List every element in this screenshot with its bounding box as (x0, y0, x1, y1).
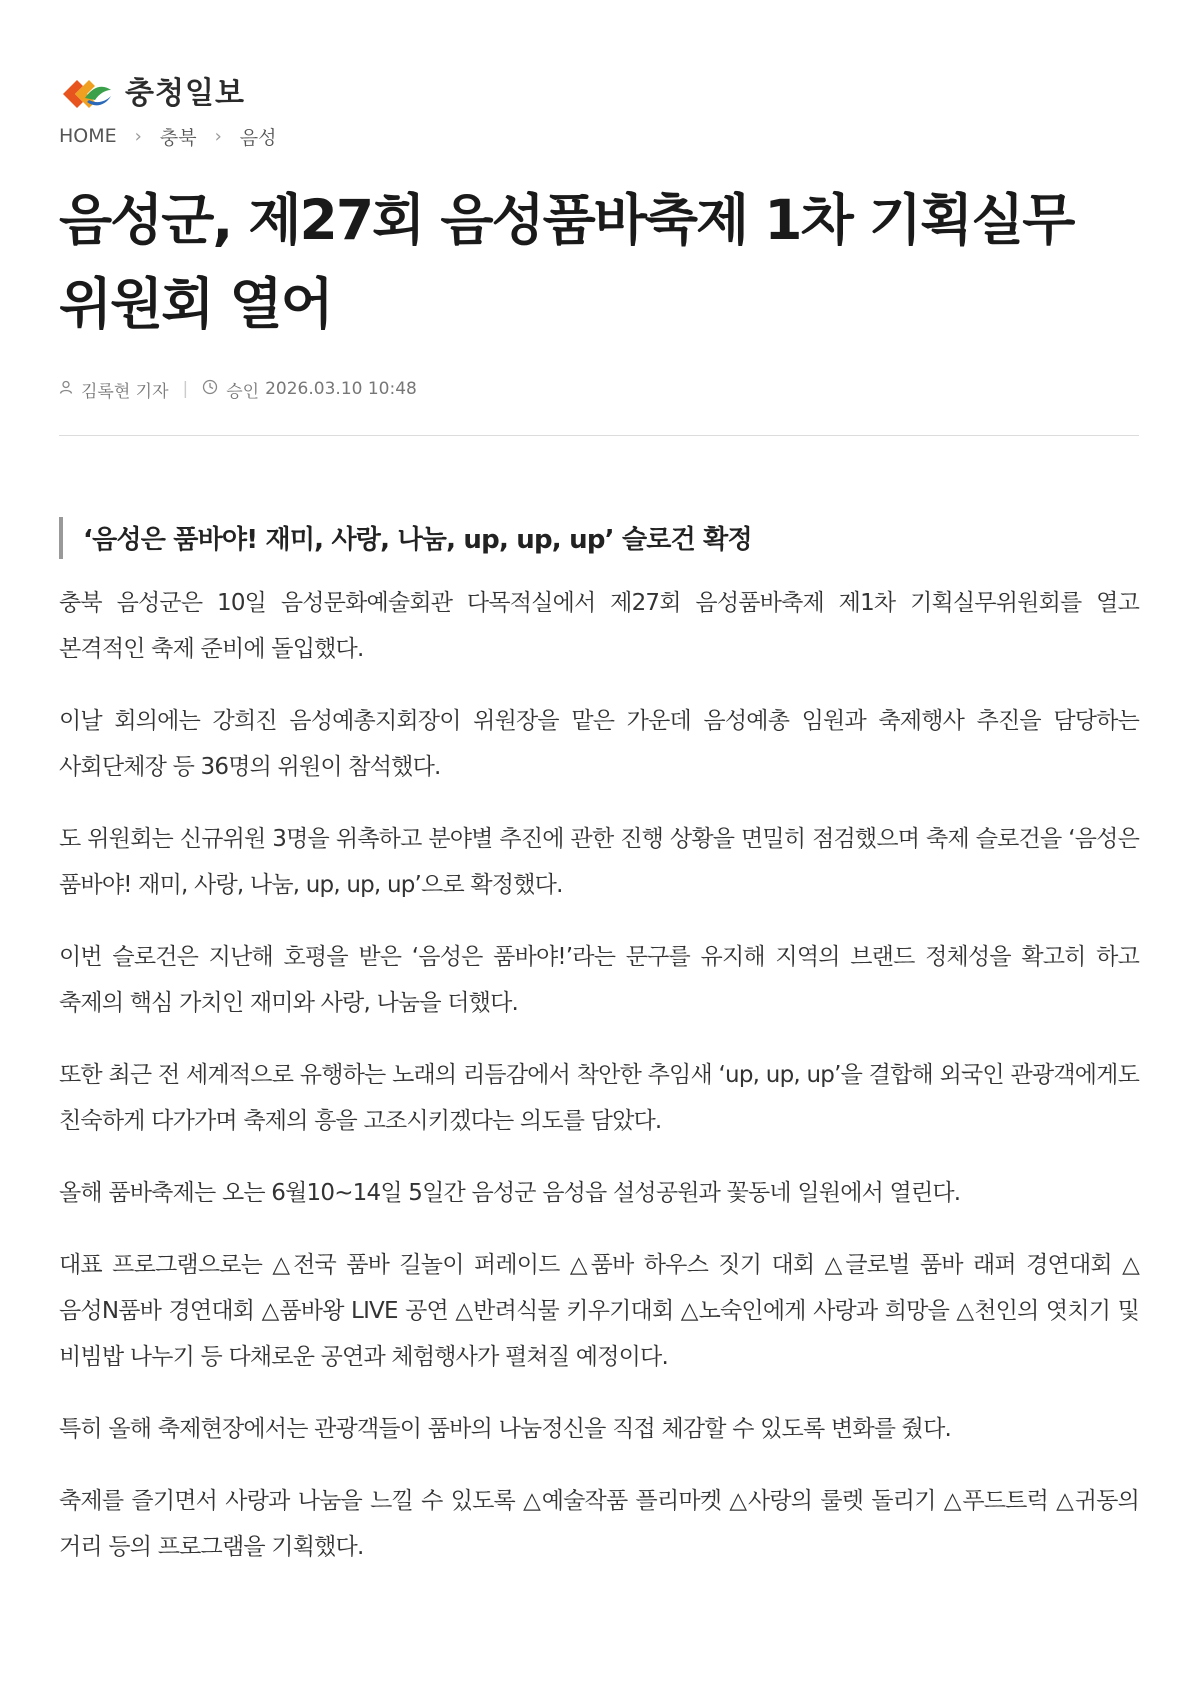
chevron-right-icon: › (214, 125, 222, 147)
breadcrumb-subsection[interactable]: 음성 (239, 126, 277, 149)
site-name: 충청일보 (125, 76, 245, 111)
chungcheong-logo-icon (59, 76, 113, 112)
person-icon (59, 379, 81, 399)
header-divider (59, 435, 1139, 436)
chevron-right-icon: › (134, 125, 142, 147)
article-paragraph: 축제를 즐기면서 사랑과 나눔을 느낄 수 있도록 △예술작품 플리마켓 △사랑의 룰렛 돌리기 △푸드트럭 △귀동의 거리 등의 프로그램을 기획했다. (59, 1488, 1139, 1560)
approved-label: 승인 (226, 381, 260, 402)
meta-divider: | (182, 379, 189, 399)
article-paragraph: 특히 올해 축제현장에서는 관광객들이 품바의 나눔정신을 직접 체감할 수 있도록 변화를 줬다. (59, 1416, 952, 1442)
approved-date: 2026.03.10 10:48 (265, 379, 417, 399)
article-paragraph: 도 위원회는 신규위원 3명을 위촉하고 분야별 추진에 관한 진행 상황을 면밀히 점검했으며 축제 슬로건을 ‘음성은 품바야! 재미, 사랑, 나눔, up, up, up’으로 확정했다. (59, 826, 1139, 898)
article-paragraph: 충북 음성군은 10일 음성문화예술회관 다목적실에서 제27회 음성품바축제 제1차 기획실무위원회를 열고 본격적인 축제 준비에 돌입했다. (59, 590, 1139, 662)
article-paragraph: 또한 최근 전 세계적으로 유행하는 노래의 리듬감에서 착안한 추임새 ‘up, up, up’을 결합해 외국인 관광객에게도 친숙하게 다가가며 축제의 흥을 고조시키겠다는 의도를 담았다. (59, 1062, 1139, 1134)
article-paragraph: 이날 회의에는 강희진 음성예총지회장이 위원장을 맡은 가운데 음성예총 임원과 축제행사 추진을 담당하는 사회단체장 등 36명의 위원이 참석했다. (59, 708, 1139, 780)
breadcrumb-home[interactable]: HOME (59, 125, 117, 147)
article-paragraph: 이번 슬로건은 지난해 호평을 받은 ‘음성은 품바야!’라는 문구를 유지해 지역의 브랜드 정체성을 확고히 하고 축제의 핵심 가치인 재미와 사랑, 나눔을 더했다. (59, 944, 1139, 1016)
article-paragraph: 올해 품바축제는 오는 6월10~14일 5일간 음성군 음성읍 설성공원과 꽃동네 일원에서 열린다. (59, 1180, 961, 1206)
site-logo[interactable] (59, 74, 245, 114)
breadcrumb (59, 122, 276, 150)
article-meta (59, 376, 417, 402)
clock-icon (202, 379, 226, 400)
article-title: 음성군, 제27회 음성품바축제 1차 기획실무 위원회 열어 (59, 188, 1074, 336)
breadcrumb-section[interactable]: 충북 (159, 126, 197, 149)
article-subtitle: ‘음성은 품바야! 재미, 사랑, 나눔, up, up, up’ 슬로건 확정 (59, 517, 752, 559)
article-author[interactable]: 김록현 기자 (81, 381, 169, 402)
article-body (59, 580, 1139, 1596)
article-paragraph: 대표 프로그램으로는 △전국 품바 길놀이 퍼레이드 △품바 하우스 짓기 대회 △글로벌 품바 래퍼 경연대회 △음성N품바 경연대회 △품바왕 LIVE 공연 △반려식물 키우기대회 △노숙인에게 사랑과 희망을 △천인의 엿치기 및 비빔밥 나누기 등 다채로운 공연과 체험행사가 펼쳐질 예정이다. (59, 1252, 1139, 1370)
